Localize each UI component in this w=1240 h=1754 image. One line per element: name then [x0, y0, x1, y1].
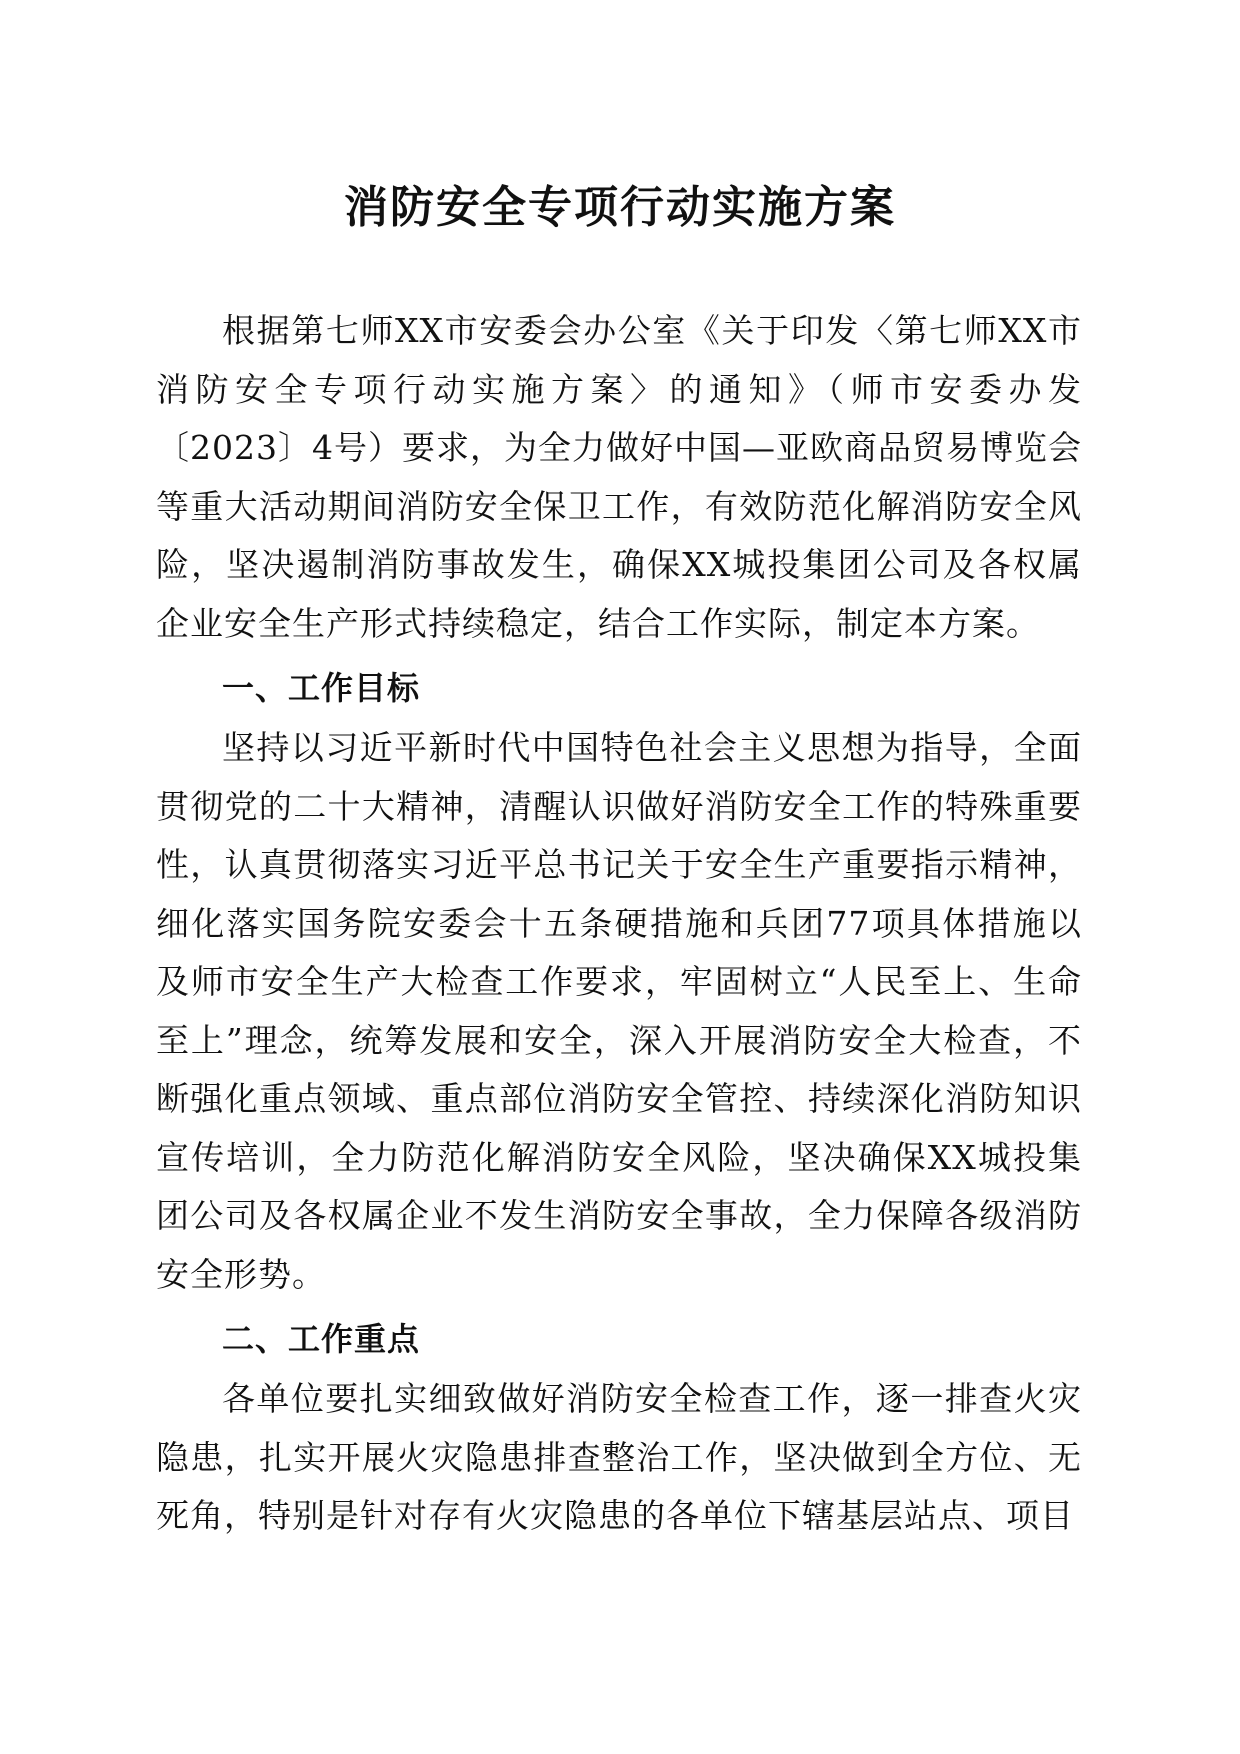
section-heading-priorities: 二、工作重点	[222, 1320, 421, 1358]
section-heading-goals: 一、工作目标	[222, 669, 421, 707]
section-text-goals: 坚持以习近平新时代中国特色社会主义思想为指导，全面贯彻党的二十大精神，清醒认识做好消防安全工作的特殊重要性，认真贯彻落实习近平总书记关于安全生产重要指示精神，细化落实国务院安委会十五条硬措施和兵团77项具体措施以及师市安全生产大检查工作要求，牢固树立“人民至上、生命至上”理念，统筹发展和安全，深入开展消防安全大检查，不断强化重点领域、重点部位消防安全管控、持续深化消防知识宣传培训，全力防范化解消防安全风险，坚决确保XX城投集团公司及各权属企业不发生消防安全事故，全力保障各级消防安全形势。	[156, 728, 1082, 1294]
intro-paragraph: 根据第七师XX市安委会办公室《关于印发〈第七师XX市消防安全专项行动实施方案〉的通知》（师市安委办发〔2023〕4号）要求，为全力做好中国—亚欧商品贸易博览会等重大活动期间消防安全保卫工作，有效防范化解消防安全风险，坚决遏制消防事故发生，确保XX城投集团公司及各权属企业安全生产形式持续稳定，结合工作实际，制定本方案。	[156, 311, 1082, 643]
document-body	[156, 302, 1082, 1546]
document-title: 消防安全专项行动实施方案	[344, 182, 896, 233]
section-text-priorities: 各单位要扎实细致做好消防安全检查工作，逐一排查火灾隐患，扎实开展火灾隐患排查整治工作，坚决做到全方位、无死角，特别是针对存有火灾隐患的各单位下辖基层站点、项目	[156, 1379, 1082, 1535]
